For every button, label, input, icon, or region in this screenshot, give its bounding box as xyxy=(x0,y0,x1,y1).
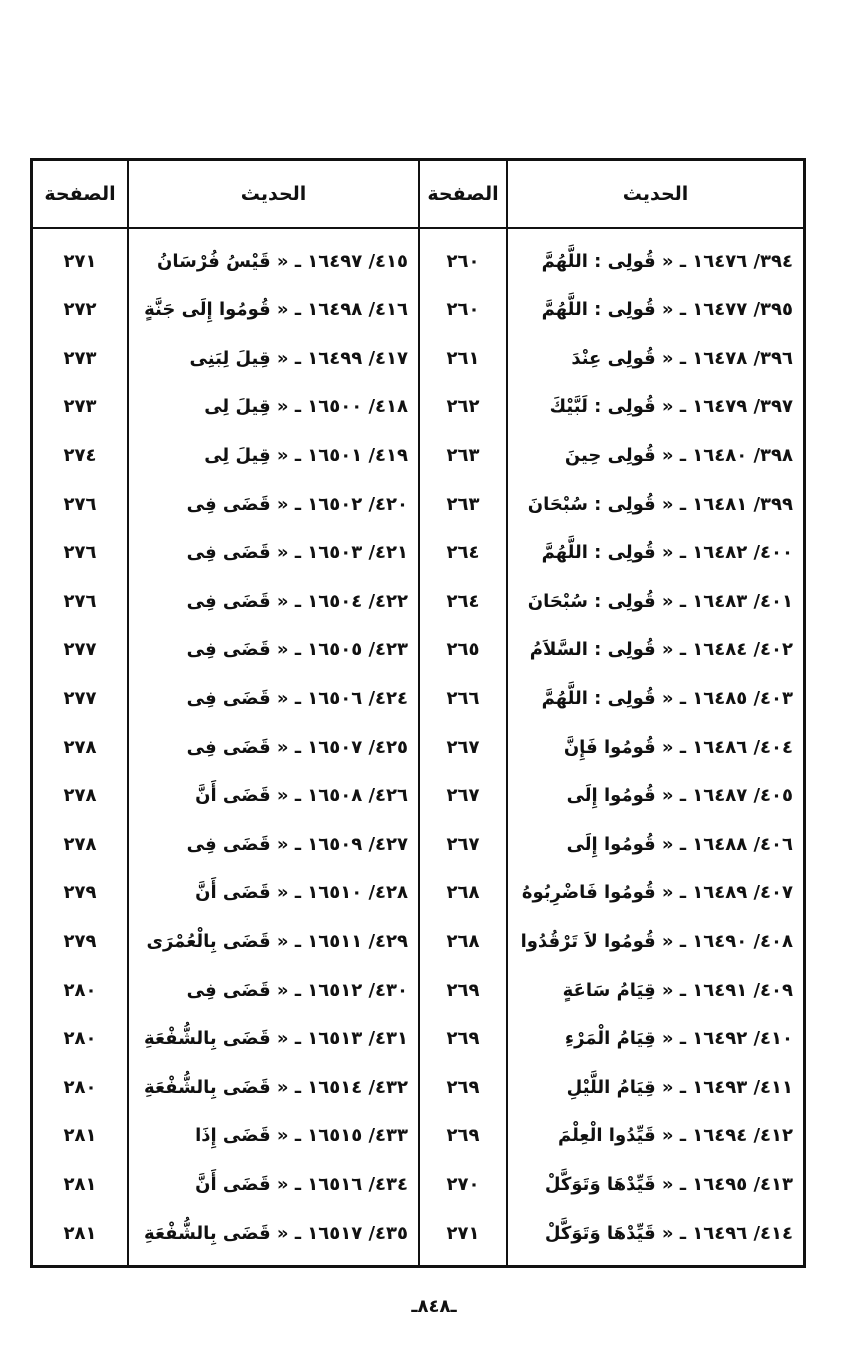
right-page-number: ٢٦٥ xyxy=(446,639,480,661)
header-left-hadith: الحديث xyxy=(240,183,307,205)
left-page-number: ٢٧٨ xyxy=(63,736,97,758)
right-page-number: ٢٦٩ xyxy=(446,979,480,1001)
right-hadith-entry: ٤٠٦/ ١٦٤٨٨ ـ « قُومُوا إِلَى xyxy=(566,833,793,855)
left-page-number: ٢٧٩ xyxy=(63,882,97,904)
left-hadith-entry: ٤٢٧/ ١٦٥٠٩ ـ « قَضَى فِى xyxy=(186,833,408,855)
right-hadith-entry: ٤٠١/ ١٦٤٨٣ ـ « قُولِى : سُبْحَانَ xyxy=(527,590,793,612)
left-page-number: ٢٧١ xyxy=(63,250,97,272)
left-hadith-entry: ٤٣٤/ ١٦٥١٦ ـ « قَضَى أَنَّ xyxy=(195,1173,408,1195)
left-hadith-entry: ٤٣٠/ ١٦٥١٢ ـ « قَضَى فِى xyxy=(186,979,408,1001)
left-hadith-entry: ٤٢٤/ ١٦٥٠٦ ـ « قَضَى فِى xyxy=(186,687,408,709)
right-page-number: ٢٦٩ xyxy=(446,1076,480,1098)
table-row xyxy=(33,383,803,431)
left-page-number: ٢٧٤ xyxy=(63,444,97,466)
left-hadith-entry: ٤٣٥/ ١٦٥١٧ ـ « قَضَى بِالشُّفْعَةِ xyxy=(144,1222,408,1244)
table-row xyxy=(33,820,803,868)
left-hadith-entry: ٤١٦/ ١٦٤٩٨ ـ « قُومُوا إِلَى جَنَّةٍ xyxy=(144,299,408,321)
left-page-number: ٢٧٣ xyxy=(63,396,97,418)
right-hadith-entry: ٤١٢/ ١٦٤٩٤ ـ « قَيِّدُوا الْعِلْمَ xyxy=(557,1125,793,1147)
table-row xyxy=(33,577,803,625)
left-page-number: ٢٨٠ xyxy=(63,1028,97,1050)
right-hadith-entry: ٤٠٢/ ١٦٤٨٤ ـ « قُولِى : السَّلاَمُ xyxy=(529,639,793,661)
index-table xyxy=(30,158,806,1268)
table-row xyxy=(33,480,803,528)
right-hadith-entry: ٤٠٧/ ١٦٤٨٩ ـ « قُومُوا فَاضْرِبُوهُ xyxy=(521,882,793,904)
left-hadith-entry: ٤١٨/ ١٦٥٠٠ ـ « قِيلَ لِى xyxy=(204,396,408,418)
table-row xyxy=(33,966,803,1014)
left-hadith-entry: ٤١٩/ ١٦٥٠١ ـ « قِيلَ لِى xyxy=(204,444,408,466)
left-page-number: ٢٨١ xyxy=(63,1173,97,1195)
left-hadith-entry: ٤٢٦/ ١٦٥٠٨ ـ « قَضَى أَنَّ xyxy=(195,785,408,807)
left-page-number: ٢٧٧ xyxy=(63,687,97,709)
left-hadith-entry: ٤٢٣/ ١٦٥٠٥ ـ « قَضَى فِى xyxy=(186,639,408,661)
right-page-number: ٢٦٧ xyxy=(446,833,480,855)
right-hadith-entry: ٣٩٥/ ١٦٤٧٧ ـ « قُولِى : اللَّهُمَّ xyxy=(541,299,793,321)
page-number: ـ٨٤٨ـ xyxy=(411,1296,457,1317)
table-row xyxy=(33,917,803,965)
right-page-number: ٢٧٠ xyxy=(446,1173,480,1195)
right-hadith-entry: ٤٠٤/ ١٦٤٨٦ ـ « قُومُوا فَإِنَّ xyxy=(563,736,793,758)
table-row xyxy=(33,1160,803,1208)
right-hadith-entry: ٤١٠/ ١٦٤٩٢ ـ « قِيَامُ الْمَرْءِ xyxy=(564,1028,793,1050)
left-page-number: ٢٨٠ xyxy=(63,1076,97,1098)
table-row xyxy=(33,1112,803,1160)
right-hadith-entry: ٤١٣/ ١٦٤٩٥ ـ « قَيِّدْهَا وَتَوَكَّلْ xyxy=(544,1173,793,1195)
right-hadith-entry: ٣٩٤/ ١٦٤٧٦ ـ « قُولِى : اللَّهُمَّ xyxy=(541,250,793,272)
left-hadith-entry: ٤٢٠/ ١٦٥٠٢ ـ « قَضَى فِى xyxy=(186,493,408,515)
right-hadith-entry: ٤١١/ ١٦٤٩٣ ـ « قِيَامُ اللَّيْلِ xyxy=(566,1076,793,1098)
table-row xyxy=(33,1209,803,1257)
left-page-number: ٢٧٦ xyxy=(63,493,97,515)
right-page-number: ٢٦٨ xyxy=(446,930,480,952)
left-page-number: ٢٧٦ xyxy=(63,590,97,612)
table-row xyxy=(33,1063,803,1111)
left-hadith-entry: ٤٣١/ ١٦٥١٣ ـ « قَضَى بِالشُّفْعَةِ xyxy=(144,1028,408,1050)
right-page-number: ٢٧١ xyxy=(446,1222,480,1244)
right-page-number: ٢٦٤ xyxy=(446,590,480,612)
right-page-number: ٢٦٧ xyxy=(446,785,480,807)
table-row xyxy=(33,869,803,917)
table-row xyxy=(33,674,803,722)
right-hadith-entry: ٣٩٧/ ١٦٤٧٩ ـ « قُولِى : لَبَّيْكَ xyxy=(549,396,793,418)
left-hadith-entry: ٤٢٥/ ١٦٥٠٧ ـ « قَضَى فِى xyxy=(186,736,408,758)
right-hadith-entry: ٤٠٩/ ١٦٤٩١ ـ « قِيَامُ سَاعَةٍ xyxy=(562,979,793,1001)
table-row xyxy=(33,626,803,674)
left-hadith-entry: ٤٢٨/ ١٦٥١٠ ـ « قَضَى أَنَّ xyxy=(195,882,408,904)
table-row xyxy=(33,1015,803,1063)
left-page-number: ٢٨١ xyxy=(63,1125,97,1147)
table-row xyxy=(33,431,803,479)
left-page-number: ٢٧٦ xyxy=(63,542,97,564)
right-hadith-entry: ٤٠٠/ ١٦٤٨٢ ـ « قُولِى : اللَّهُمَّ xyxy=(541,542,793,564)
header-left-page: الصفحة xyxy=(44,183,116,205)
right-hadith-entry: ٣٩٦/ ١٦٤٧٨ ـ « قُولِى عِنْدَ xyxy=(571,347,793,369)
right-page-number: ٢٦٢ xyxy=(446,396,480,418)
left-page-number: ٢٧٩ xyxy=(63,930,97,952)
right-page-number: ٢٦٠ xyxy=(446,299,480,321)
left-page-number: ٢٧٣ xyxy=(63,347,97,369)
left-hadith-entry: ٤١٧/ ١٦٤٩٩ ـ « قِيلَ لِبَنِى xyxy=(189,347,408,369)
table-row xyxy=(33,334,803,382)
left-hadith-entry: ٤٣٣/ ١٦٥١٥ ـ « قَضَى إِذَا xyxy=(195,1125,408,1147)
right-page-number: ٢٦٣ xyxy=(446,444,480,466)
right-hadith-entry: ٤٠٨/ ١٦٤٩٠ ـ « قُومُوا لاَ تَرْقُدُوا xyxy=(520,930,793,952)
right-page-number: ٢٦٩ xyxy=(446,1028,480,1050)
left-page-number: ٢٧٨ xyxy=(63,785,97,807)
header-right-page: الصفحة xyxy=(427,183,499,205)
right-page-number: ٢٦١ xyxy=(446,347,480,369)
left-page-number: ٢٧٧ xyxy=(63,639,97,661)
left-hadith-entry: ٤٢٢/ ١٦٥٠٤ ـ « قَضَى فِى xyxy=(186,590,408,612)
table-row xyxy=(33,772,803,820)
left-hadith-entry: ٤٢٩/ ١٦٥١١ ـ « قَضَى بِالْعُمْرَى xyxy=(146,930,408,952)
right-hadith-entry: ٤٠٥/ ١٦٤٨٧ ـ « قُومُوا إِلَى xyxy=(566,785,793,807)
header-right-hadith: الحديث xyxy=(622,183,689,205)
right-hadith-entry: ٣٩٨/ ١٦٤٨٠ ـ « قُولِى حِينَ xyxy=(564,444,793,466)
right-hadith-entry: ٤٠٣/ ١٦٤٨٥ ـ « قُولِى : اللَّهُمَّ xyxy=(541,687,793,709)
right-page-number: ٢٦٩ xyxy=(446,1125,480,1147)
left-page-number: ٢٨٠ xyxy=(63,979,97,1001)
table-row xyxy=(33,529,803,577)
right-page-number: ٢٦٤ xyxy=(446,542,480,564)
left-page-number: ٢٧٨ xyxy=(63,833,97,855)
left-page-number: ٢٨١ xyxy=(63,1222,97,1244)
right-hadith-entry: ٤١٤/ ١٦٤٩٦ ـ « قَيِّدْهَا وَتَوَكَّلْ xyxy=(544,1222,793,1244)
right-page-number: ٢٦٣ xyxy=(446,493,480,515)
right-page-number: ٢٦٦ xyxy=(446,687,480,709)
table-row xyxy=(33,723,803,771)
right-page-number: ٢٦٨ xyxy=(446,882,480,904)
right-page-number: ٢٦٧ xyxy=(446,736,480,758)
right-hadith-entry: ٣٩٩/ ١٦٤٨١ ـ « قُولِى : سُبْحَانَ xyxy=(527,493,793,515)
table-row xyxy=(33,286,803,334)
left-hadith-entry: ٤٣٢/ ١٦٥١٤ ـ « قَضَى بِالشُّفْعَةِ xyxy=(144,1076,408,1098)
left-hadith-entry: ٤١٥/ ١٦٤٩٧ ـ « قَيْسُ فُرْسَانُ xyxy=(157,250,408,272)
right-page-number: ٢٦٠ xyxy=(446,250,480,272)
left-page-number: ٢٧٢ xyxy=(63,299,97,321)
left-hadith-entry: ٤٢١/ ١٦٥٠٣ ـ « قَضَى فِى xyxy=(186,542,408,564)
table-row xyxy=(33,237,803,285)
header-divider xyxy=(33,227,803,229)
